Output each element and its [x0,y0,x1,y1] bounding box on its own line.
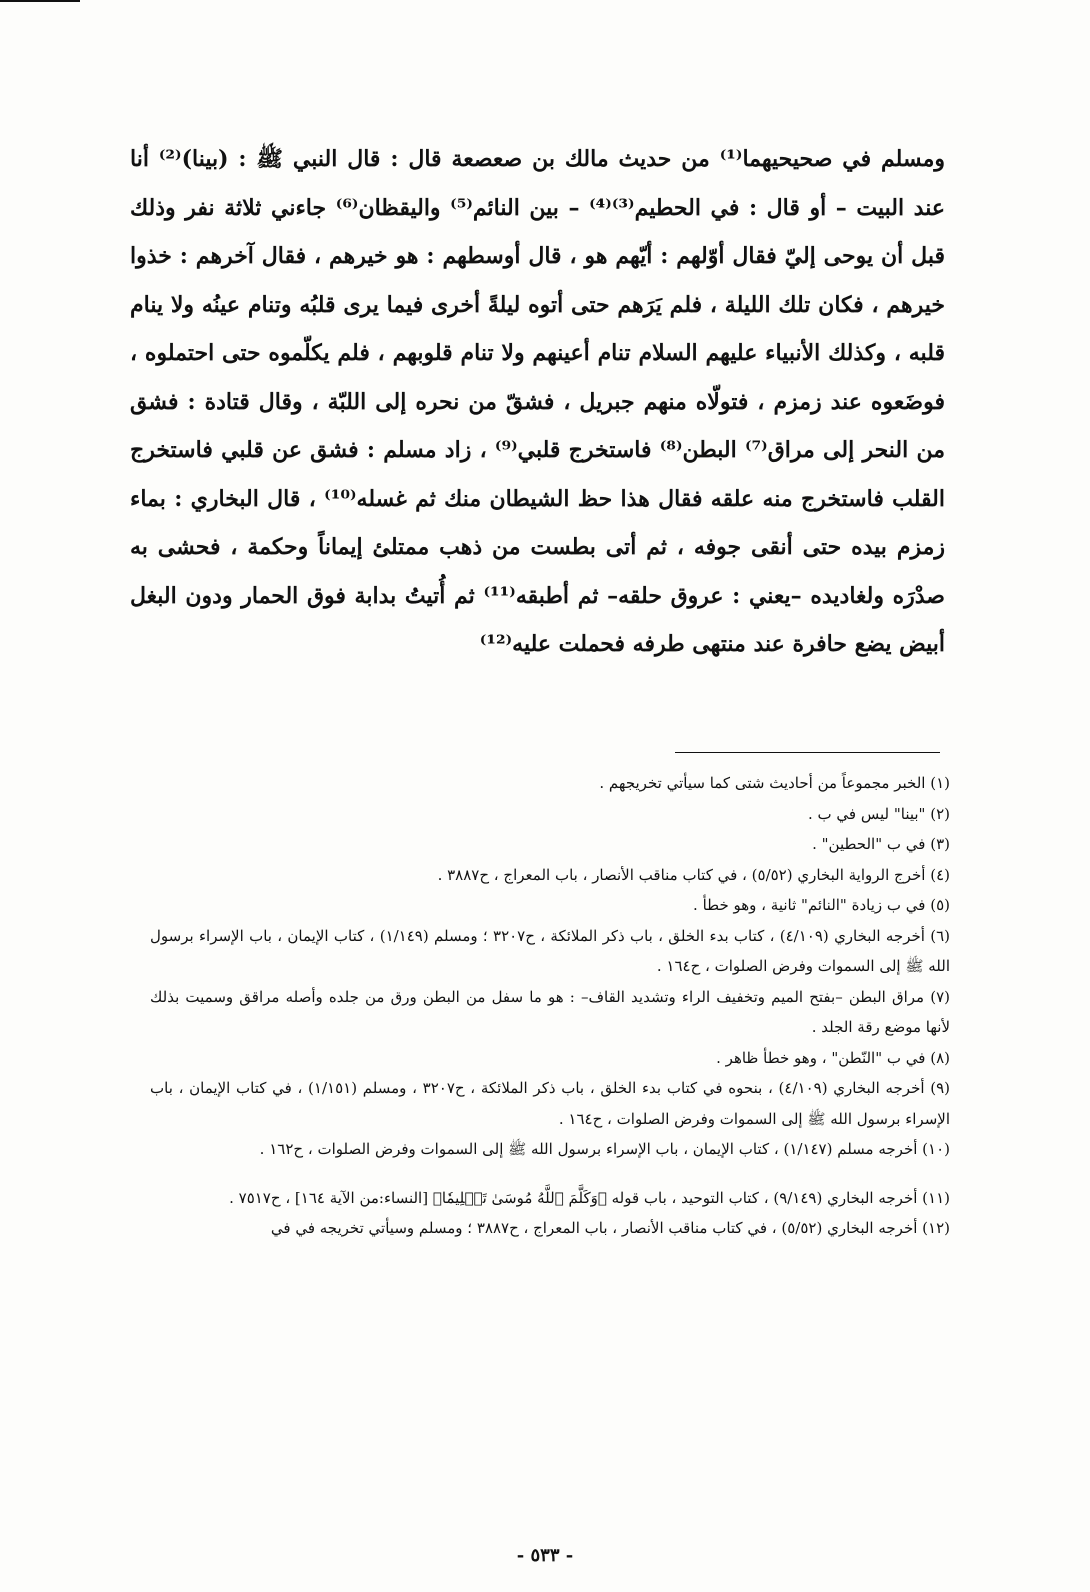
main-text-block [130,135,945,669]
footnote-11: (١١) أخرجه البخاري (٩/١٤٩) ، كتاب التوحيد ، باب قوله ﴿وَكَلَّمَ ٱللَّهُ مُوسَىٰ تَكۡلِيمٗا﴾ [النساء:من الآية ١٦٤] ، ح٧٥١٧ . [229,1188,950,1207]
footnote-10: (١٠) أخرجه مسلم (١/١٤٧) ، كتاب الإيمان ، باب الإسراء برسول الله ﷺ إلى السموات وفرض الصلوات ، ح١٦٢ . [259,1140,950,1158]
footnote-1: (١) الخبر مجموعاً من أحاديث شتى كما سيأتي تخريجهم . [599,774,950,792]
footnote-9: (٩) أخرجه البخاري (٤/١٠٩) ، بنحوه في كتاب بدء الخلق ، باب ذكر الملائكة ، ح٣٢٠٧ ، ومسلم (١/١٥١) ، في كتاب الإيمان ، باب الإسراء برسول الله ﷺ إلى السموات وفرض الصلوات ، ح١٦٤ . [150,1079,951,1128]
page-number: - ٥٣٣ - [516,1545,574,1566]
footnote-5: (٥) في ب زيادة "النائم" ثانية ، وهو خطأ . [693,896,950,914]
main-paragraph: ومسلم في صحيحيهما⁽¹⁾ من حديث مالك بن صعصعة قال : قال النبي ﷺ : (بينا)⁽²⁾ أنا عند البيت – أو قال : في الحطيم⁽³⁾⁽⁴⁾ – بين النائم⁽⁵⁾ واليقظان⁽⁶⁾ جاءني ثلاثة نفر وذلك قبل أن يوحى إليّ فقال أوّلهم : أيّهم هو ، قال أوسطهم : هو خيرهم ، فقال آخرهم : خذوا خيرهم ، فكان تلك الليلة ، فلم يَرَهم حتى أتوه ليلةً أخرى فيما يرى قلبُه وتنام عينُه ولا ينام قلبه ، وكذلك الأنبياء عليهم السلام تنام أعينهم ولا تنام قلوبهم ، فلم يكلّموه حتى احتملوه ، فوضَعوه عند زمزم ، فتولّاه منهم جبريل ، فشقّ من نحره إلى اللبّة ، وقال قتادة : فشق من النحر إلى مراق⁽⁷⁾ البطن⁽⁸⁾ فاستخرج قلبي⁽⁹⁾ ، زاد مسلم : فشق عن قلبي فاستخرج القلب فاستخرج منه علقه فقال هذا حظ الشيطان منك ثم غسله⁽¹⁰⁾ ، قال البخاري : بماء زمزم بيده حتى أنقى جوفه ، ثم أتى بطست من ذهب ممتلئ إيماناً وحكمة ، فحشى به صدْرَه ولغاديده –يعني : عروق حلقه– ثم أطبقه⁽¹¹⁾ ثم أُتيتُ بدابة فوق الحمار ودون البغل أبيض يضع حافرة عند منتهى طرفه فحملت عليه⁽¹²⁾ [130,146,945,657]
footnote-4: (٤) أخرج الرواية البخاري (٥/٥٢) ، في كتاب مناقب الأنصار ، باب المعراج ، ح٣٨٨٧ . [437,865,950,884]
footnote-7: (٧) مراق البطن –بفتح الميم وتخفيف الراء وتشديد القاف– : هو ما سفل من البطن ورق من جلده وأصله مراقق وسميت بذلك لأنها موضع رقة الجلد . [150,987,950,1036]
footnote-2: (٢) "بينا" ليس في ب . [808,804,950,823]
scan-corner-mark [0,0,80,2]
footnote-gap [150,1165,950,1183]
footnote-8: (٨) في ب "النّطن" ، وهو خطأ ظاهر . [716,1048,950,1067]
footnote-separator [675,752,940,753]
footnote-6: (٦) أخرجه البخاري (٤/١٠٩) ، كتاب بدء الخلق ، باب ذكر الملائكة ، ح٣٢٠٧ ؛ ومسلم (١/١٤٩) ، كتاب الإيمان ، باب الإسراء برسول الله ﷺ إلى السموات وفرض الصلوات ، ح١٦٤ . [150,926,951,975]
footnote-12: (١٢) أخرجه البخاري (٥/٥٢) ، في كتاب مناقب الأنصار ، باب المعراج ، ح٣٨٨٧ ؛ ومسلم وسيأتي تخريجه في في [270,1219,950,1237]
footnote-3: (٣) في ب "الحطين" . [812,835,950,853]
footnotes-block [150,768,950,1244]
